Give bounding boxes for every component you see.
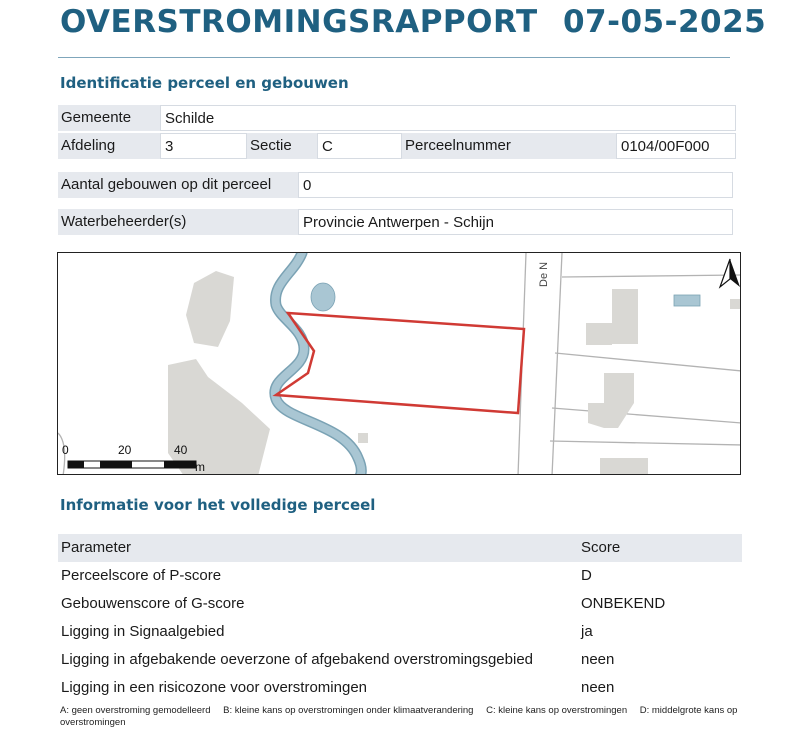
report-title: [60, 4, 766, 40]
table-row: [58, 618, 742, 646]
scale-tick-20: 20: [118, 443, 132, 457]
row-score: ONBEKEND: [581, 595, 666, 612]
parcel-map[interactable]: [57, 252, 741, 475]
row-parameter: Ligging in een risicozone voor overstromingen: [61, 679, 368, 696]
sectie-label: Sectie: [247, 133, 317, 159]
title-divider: [58, 57, 730, 58]
report-date: 07-05-2025: [562, 4, 767, 40]
row-parameter: Ligging in afgebakende oeverzone of afgebakend overstromingsgebied: [61, 651, 534, 668]
table-row: [58, 646, 742, 674]
row-score: D: [581, 567, 592, 584]
street-label: De N: [538, 261, 550, 287]
aantal-gebouwen-value: 0: [298, 172, 733, 198]
legend-c: C: kleine kans op overstromingen: [486, 705, 628, 716]
parcel-info-table: [58, 534, 742, 702]
building-footprints: [168, 271, 740, 475]
legend-b: B: kleine kans op overstromingen onder klimaatverandering: [223, 705, 474, 716]
column-header-score: Score: [581, 539, 621, 556]
waterbeheerder-value: Provincie Antwerpen - Schijn: [298, 209, 733, 235]
row-score: neen: [581, 651, 615, 668]
table-row: [58, 590, 742, 618]
road-lines: [58, 253, 741, 475]
legend-a: A: geen overstroming gemodelleerd: [60, 705, 211, 716]
sectie-value: C: [317, 133, 402, 159]
aantal-gebouwen-label: Aantal gebouwen op dit perceel: [58, 172, 298, 198]
parcel-map-canvas: [58, 253, 741, 475]
north-arrow-icon: [720, 259, 740, 287]
legend-d: D: middelgrote kans op overstromingen: [60, 705, 738, 728]
row-score: ja: [581, 623, 593, 640]
table-header-row: [58, 534, 742, 562]
scale-unit: m: [195, 460, 205, 474]
report-title-text: OVERSTROMINGSRAPPORT: [60, 4, 538, 40]
gemeente-value: Schilde: [160, 105, 736, 131]
afdeling-label: Afdeling: [58, 133, 160, 159]
perceelnummer-value: 0104/00F000: [616, 133, 736, 159]
perceelnummer-label: Perceelnummer: [402, 133, 616, 159]
score-legend-footnote: [60, 705, 740, 729]
table-row: [58, 674, 742, 702]
gemeente-label: Gemeente: [58, 105, 160, 131]
scale-tick-40: 40: [174, 443, 188, 457]
parcel-outline[interactable]: [276, 313, 524, 413]
row-parameter: Ligging in Signaalgebied: [61, 623, 225, 640]
row-score: neen: [581, 679, 615, 696]
row-parameter: Perceelscore of P-score: [61, 567, 222, 584]
row-parameter: Gebouwenscore of G-score: [61, 595, 245, 612]
column-header-parameter: Parameter: [61, 539, 132, 556]
parcel-info-section-title: Informatie voor het volledige perceel: [60, 496, 376, 514]
waterbeheerder-label: Waterbeheerder(s): [58, 209, 298, 235]
scale-tick-0: 0: [62, 443, 69, 457]
table-row: [58, 562, 742, 590]
identification-section-title: Identificatie perceel en gebouwen: [60, 74, 349, 92]
water-bodies: [311, 283, 700, 311]
afdeling-value: 3: [160, 133, 247, 159]
